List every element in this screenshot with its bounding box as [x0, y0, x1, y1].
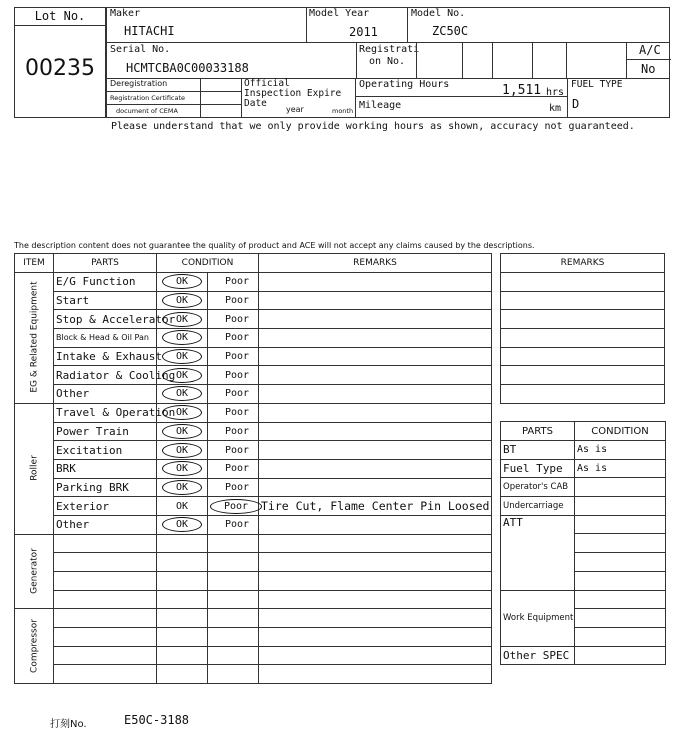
- condition-option: Poor: [225, 444, 250, 456]
- remarks-cell: [259, 385, 492, 404]
- item-group-label: Roller: [29, 455, 40, 482]
- part-name: [54, 590, 157, 609]
- right-part-name: Other SPEC: [501, 646, 575, 665]
- remarks-cell: [259, 646, 492, 665]
- condition-option: Poor: [225, 295, 250, 307]
- condition-ok-cell: [157, 572, 208, 591]
- inspection-cell: [241, 78, 355, 118]
- part-name: Other: [54, 515, 157, 534]
- remarks-cell: [259, 329, 492, 348]
- maker-label: Maker: [110, 8, 141, 19]
- right-part-condition: [575, 534, 666, 553]
- condition-ok-cell: [157, 478, 208, 497]
- right-part-name: Operator's CAB: [501, 478, 575, 497]
- right-part-condition: [575, 497, 666, 516]
- dereg-label: Deregistration: [110, 79, 168, 88]
- right-part-condition: [575, 609, 666, 628]
- mileage-label: Mileage: [359, 100, 402, 111]
- condition-poor-cell: [208, 385, 259, 404]
- table-row: [15, 609, 492, 628]
- condition-ok-cell: [157, 422, 208, 441]
- condition-ok-cell: [157, 665, 208, 684]
- condition-option: Poor: [225, 425, 250, 437]
- item-group-cell: [15, 273, 54, 404]
- item-group-cell: [15, 609, 54, 684]
- col-item: ITEM: [15, 254, 54, 273]
- condition-poor-cell: [208, 347, 259, 366]
- right-part-name: BT: [501, 441, 575, 460]
- selected-condition: OK: [162, 312, 202, 327]
- remarks-line-cell: [501, 366, 665, 385]
- table-row: [15, 366, 492, 385]
- fuel-cell: [567, 78, 670, 118]
- right-remarks-table: [500, 253, 665, 404]
- remarks-cell: [259, 534, 492, 553]
- right-remarks-title: REMARKS: [501, 254, 665, 273]
- selected-condition: OK: [162, 405, 202, 420]
- table-row: [15, 422, 492, 441]
- condition-ok-cell: [157, 515, 208, 534]
- condition-poor-cell: [208, 646, 259, 665]
- selected-condition: OK: [162, 293, 202, 308]
- selected-condition: OK: [162, 443, 202, 458]
- condition-option: Poor: [225, 519, 250, 531]
- lot-label: Lot No.: [15, 8, 105, 26]
- remarks-cell: [259, 403, 492, 422]
- right-parts-row: [501, 497, 666, 516]
- remarks-line-cell: [501, 291, 665, 310]
- condition-ok-cell: [157, 366, 208, 385]
- condition-option: Poor: [225, 369, 250, 381]
- remarks-line-cell: [501, 310, 665, 329]
- selected-condition: Poor: [210, 499, 262, 514]
- hours-cell: [355, 78, 567, 118]
- part-name: [54, 534, 157, 553]
- item-group-cell: [15, 403, 54, 534]
- remarks-cell: [259, 590, 492, 609]
- right-parts-row: [501, 590, 666, 609]
- condition-ok-cell: [157, 534, 208, 553]
- part-name: [54, 628, 157, 647]
- item-group-label: Compressor: [29, 618, 40, 673]
- part-name: [54, 665, 157, 684]
- right-col-condition: CONDITION: [575, 422, 666, 441]
- right-part-name: Undercarriage: [501, 497, 575, 516]
- condition-ok-cell: [157, 459, 208, 478]
- condition-option: Poor: [225, 463, 250, 475]
- table-row: [15, 459, 492, 478]
- year-label: year: [286, 105, 304, 114]
- reg-cert-label: Registration Certificate: [110, 94, 186, 102]
- reg-cell-4: [532, 42, 566, 78]
- condition-ok-cell: [157, 347, 208, 366]
- model-no-label: Model No.: [411, 8, 466, 19]
- table-row: [15, 347, 492, 366]
- condition-ok-cell: [157, 646, 208, 665]
- condition-ok-cell: [157, 310, 208, 329]
- remarks-line: [501, 347, 665, 366]
- month-label: month: [332, 107, 354, 115]
- table-row: [15, 291, 492, 310]
- table-header-row: [15, 254, 492, 273]
- maker-cell: [106, 7, 306, 42]
- remarks-line: [501, 273, 665, 292]
- remarks-line-cell: [501, 347, 665, 366]
- condition-poor-cell: [208, 497, 259, 516]
- right-part-name: Fuel Type: [501, 459, 575, 478]
- serial-cell: [106, 42, 356, 78]
- right-parts-row: [501, 459, 666, 478]
- right-part-name: Work Equipment: [501, 590, 575, 646]
- col-parts: PARTS: [54, 254, 157, 273]
- lot-box: [14, 7, 106, 118]
- condition-poor-cell: [208, 572, 259, 591]
- condition-poor-cell: [208, 665, 259, 684]
- part-name: E/G Function: [54, 273, 157, 292]
- condition-poor-cell: [208, 478, 259, 497]
- condition-poor-cell: [208, 553, 259, 572]
- condition-option: Poor: [225, 481, 250, 493]
- remarks-line-cell: [501, 329, 665, 348]
- dereg-check-cell: [200, 78, 241, 118]
- condition-poor-cell: [208, 291, 259, 310]
- hrs-label: hrs: [546, 87, 565, 98]
- part-name: Parking BRK: [54, 478, 157, 497]
- remarks-cell: [259, 553, 492, 572]
- remarks-cell: [259, 422, 492, 441]
- remarks-line: [501, 366, 665, 385]
- condition-poor-cell: [208, 366, 259, 385]
- fuel-label: FUEL TYPE: [571, 79, 623, 90]
- remarks-cell: [259, 459, 492, 478]
- condition-poor-cell: [208, 273, 259, 292]
- item-group-label: EG & Related Equipment: [29, 281, 40, 394]
- right-col-parts: PARTS: [501, 422, 575, 441]
- condition-poor-cell: [208, 329, 259, 348]
- condition-ok-cell: [157, 553, 208, 572]
- condition-ok-cell: [157, 291, 208, 310]
- remarks-line-cell: [501, 273, 665, 292]
- remarks-line: [501, 385, 665, 404]
- selected-condition: OK: [162, 480, 202, 495]
- table-row: [15, 628, 492, 647]
- condition-poor-cell: [208, 628, 259, 647]
- col-remarks: REMARKS: [259, 254, 492, 273]
- part-name: [54, 553, 157, 572]
- selected-condition: OK: [162, 349, 202, 364]
- remarks-cell: [259, 310, 492, 329]
- model-year-label: Model Year: [309, 8, 370, 19]
- right-part-condition: [575, 515, 666, 534]
- condition-ok-cell: [157, 609, 208, 628]
- registration-label-cell: [356, 42, 420, 78]
- part-name: Power Train: [54, 422, 157, 441]
- model-year-cell: [306, 7, 407, 42]
- disclaimer-text: The description content does not guarantee the quality of product and ACE will not accept any claims caused by the descriptions.: [14, 241, 535, 250]
- stamp-value: E50C-3188: [124, 713, 190, 727]
- part-name: Radiator & Cooling: [54, 366, 157, 385]
- condition-ok-cell: [157, 628, 208, 647]
- remarks-cell: [259, 628, 492, 647]
- condition-option: OK: [175, 500, 189, 512]
- right-parts-row: [501, 441, 666, 460]
- part-name: BRK: [54, 459, 157, 478]
- fuel-value: D: [572, 97, 580, 111]
- table-row: [15, 478, 492, 497]
- part-name: Stop & Accelerator: [54, 310, 157, 329]
- part-name: [54, 572, 157, 591]
- accuracy-note: Please understand that we only provide working hours as shown, accuracy not guaranteed.: [111, 121, 635, 132]
- serial-value: HCMTCBA0C00033188: [126, 61, 249, 75]
- cema-label: document of CEMA: [116, 107, 178, 115]
- model-no-value: ZC50C: [432, 24, 469, 38]
- condition-ok-cell: [157, 329, 208, 348]
- selected-condition: OK: [162, 424, 202, 439]
- right-parts-row: [501, 515, 666, 534]
- condition-poor-cell: [208, 609, 259, 628]
- remarks-cell: [259, 515, 492, 534]
- op-hours-label: Operating Hours: [359, 79, 450, 90]
- remarks-line: [501, 310, 665, 329]
- ac-label: A/C: [639, 43, 661, 57]
- maker-value: HITACHI: [124, 24, 175, 38]
- inspection-table: [14, 253, 492, 684]
- remarks-cell: [259, 347, 492, 366]
- inspection-label: Official Inspection Expire Date: [244, 78, 342, 109]
- selected-condition: OK: [162, 386, 202, 401]
- remarks-cell: [259, 665, 492, 684]
- stamp-label: 打刻No.: [50, 719, 87, 730]
- dereg-cell: [106, 78, 200, 118]
- serial-label: Serial No.: [110, 44, 171, 55]
- part-name: Other: [54, 385, 157, 404]
- part-name: Block & Head & Oil Pan: [54, 329, 157, 348]
- condition-option: Poor: [225, 332, 250, 344]
- table-row: [15, 385, 492, 404]
- remarks-cell: [259, 478, 492, 497]
- condition-option: Poor: [225, 276, 250, 288]
- lot-number: 00235: [25, 56, 95, 81]
- table-row: [15, 646, 492, 665]
- right-part-condition: [575, 478, 666, 497]
- remarks-cell: [259, 291, 492, 310]
- condition-poor-cell: [208, 590, 259, 609]
- condition-poor-cell: [208, 534, 259, 553]
- right-part-condition: [575, 646, 666, 665]
- condition-option: Poor: [225, 351, 250, 363]
- part-name: Excitation: [54, 441, 157, 460]
- part-name: Exterior: [54, 497, 157, 516]
- op-hours-value: 1,511: [502, 83, 542, 98]
- remarks-cell: [259, 366, 492, 385]
- remarks-cell: [259, 609, 492, 628]
- reg-cell-1: [416, 42, 462, 78]
- part-name: [54, 646, 157, 665]
- condition-option: Poor: [225, 313, 250, 325]
- item-group-label: Generator: [29, 548, 40, 594]
- part-name: Intake & Exhaust: [54, 347, 157, 366]
- table-row: [15, 665, 492, 684]
- selected-condition: OK: [162, 274, 202, 289]
- remarks-cell: [259, 441, 492, 460]
- remarks-line-cell: [501, 385, 665, 404]
- ac-cell: [626, 42, 670, 78]
- reg-cell-2: [462, 42, 492, 78]
- ac-value: No: [641, 62, 656, 76]
- selected-condition: OK: [162, 330, 202, 345]
- table-row: [15, 441, 492, 460]
- right-part-condition: As is: [575, 459, 666, 478]
- condition-ok-cell: [157, 385, 208, 404]
- condition-option: Poor: [225, 388, 250, 400]
- registration-label: Registrati on No.: [359, 44, 420, 67]
- condition-ok-cell: [157, 273, 208, 292]
- condition-poor-cell: [208, 459, 259, 478]
- divider: [356, 96, 568, 97]
- table-row: [15, 273, 492, 292]
- condition-ok-cell: [157, 403, 208, 422]
- condition-poor-cell: [208, 310, 259, 329]
- condition-ok-cell: [157, 441, 208, 460]
- remarks-cell: [259, 572, 492, 591]
- right-parts-row: [501, 646, 666, 665]
- condition-poor-cell: [208, 515, 259, 534]
- condition-poor-cell: [208, 403, 259, 422]
- remarks-line: [501, 329, 665, 348]
- right-parts-table: [500, 421, 666, 665]
- remarks-line: [501, 291, 665, 310]
- table-row: [15, 403, 492, 422]
- table-row: [15, 515, 492, 534]
- condition-poor-cell: [208, 422, 259, 441]
- part-name: Start: [54, 291, 157, 310]
- table-row: [15, 310, 492, 329]
- selected-condition: OK: [162, 517, 202, 532]
- model-no-cell: [407, 7, 670, 42]
- selected-condition: OK: [162, 368, 202, 383]
- right-part-condition: [575, 553, 666, 572]
- table-row: [15, 553, 492, 572]
- table-row: [15, 534, 492, 553]
- remarks-cell: Tire Cut, Flame Center Pin Loosed: [259, 497, 492, 516]
- table-row: [15, 590, 492, 609]
- condition-poor-cell: [208, 441, 259, 460]
- km-label: km: [549, 103, 562, 114]
- reg-cell-5: [566, 42, 626, 78]
- table-row: [15, 497, 492, 516]
- part-name: [54, 609, 157, 628]
- table-row: [15, 329, 492, 348]
- condition-option: Poor: [225, 407, 250, 419]
- right-part-condition: [575, 571, 666, 590]
- remarks-cell: [259, 273, 492, 292]
- item-group-cell: [15, 534, 54, 609]
- right-part-name: ATT: [501, 515, 575, 590]
- right-part-condition: [575, 627, 666, 646]
- col-condition: CONDITION: [157, 254, 259, 273]
- right-parts-row: [501, 478, 666, 497]
- right-part-condition: [575, 590, 666, 609]
- condition-ok-cell: [157, 590, 208, 609]
- selected-condition: OK: [162, 461, 202, 476]
- condition-ok-cell: [157, 497, 208, 516]
- reg-cell-3: [492, 42, 532, 78]
- right-part-condition: As is: [575, 441, 666, 460]
- table-row: [15, 572, 492, 591]
- model-year-value: 2011: [349, 25, 378, 39]
- divider: [627, 59, 671, 60]
- part-name: Travel & Operation: [54, 403, 157, 422]
